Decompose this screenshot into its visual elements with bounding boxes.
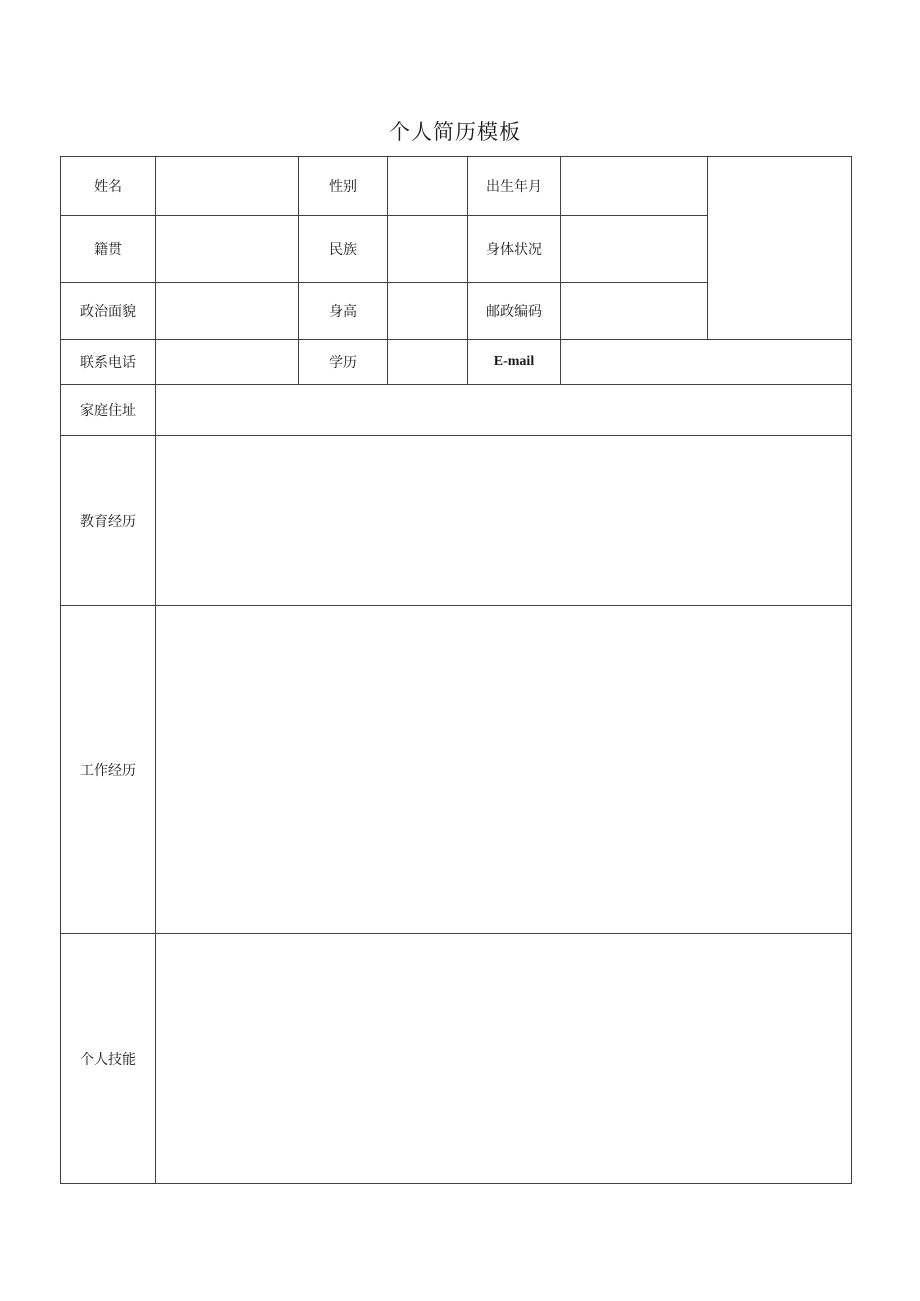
height-label: 身高	[299, 283, 388, 340]
ethnicity-value-cell[interactable]	[388, 216, 468, 283]
email-label: E-mail	[468, 340, 561, 385]
work-section-label: 工作经历	[61, 606, 156, 934]
email-value-cell[interactable]	[561, 340, 852, 385]
name-value-cell[interactable]	[156, 157, 299, 216]
name-label: 姓名	[61, 157, 156, 216]
phone-label: 联系电话	[61, 340, 156, 385]
education-content-cell[interactable]	[156, 436, 852, 606]
education-section-label: 教育经历	[61, 436, 156, 606]
hometown-label: 籍贯	[61, 216, 156, 283]
postcode-label: 邮政编码	[468, 283, 561, 340]
resume-table	[60, 156, 852, 1184]
skills-content-cell[interactable]	[156, 934, 852, 1184]
hometown-value-cell[interactable]	[156, 216, 299, 283]
birth-value-cell[interactable]	[561, 157, 708, 216]
education-level-value-cell[interactable]	[388, 340, 468, 385]
health-label: 身体状况	[468, 216, 561, 283]
political-label: 政治面貌	[61, 283, 156, 340]
skills-section-label: 个人技能	[61, 934, 156, 1184]
address-value-cell[interactable]	[156, 385, 852, 436]
political-value-cell[interactable]	[156, 283, 299, 340]
gender-label: 性别	[299, 157, 388, 216]
education-level-label: 学历	[299, 340, 388, 385]
address-label: 家庭住址	[61, 385, 156, 436]
document-title: 个人简历模板	[389, 120, 521, 144]
work-content-cell[interactable]	[156, 606, 852, 934]
health-value-cell[interactable]	[561, 216, 708, 283]
birth-label: 出生年月	[468, 157, 561, 216]
phone-value-cell[interactable]	[156, 340, 299, 385]
height-value-cell[interactable]	[388, 283, 468, 340]
postcode-value-cell[interactable]	[561, 283, 708, 340]
ethnicity-label: 民族	[299, 216, 388, 283]
gender-value-cell[interactable]	[388, 157, 468, 216]
photo-cell[interactable]	[708, 157, 852, 340]
